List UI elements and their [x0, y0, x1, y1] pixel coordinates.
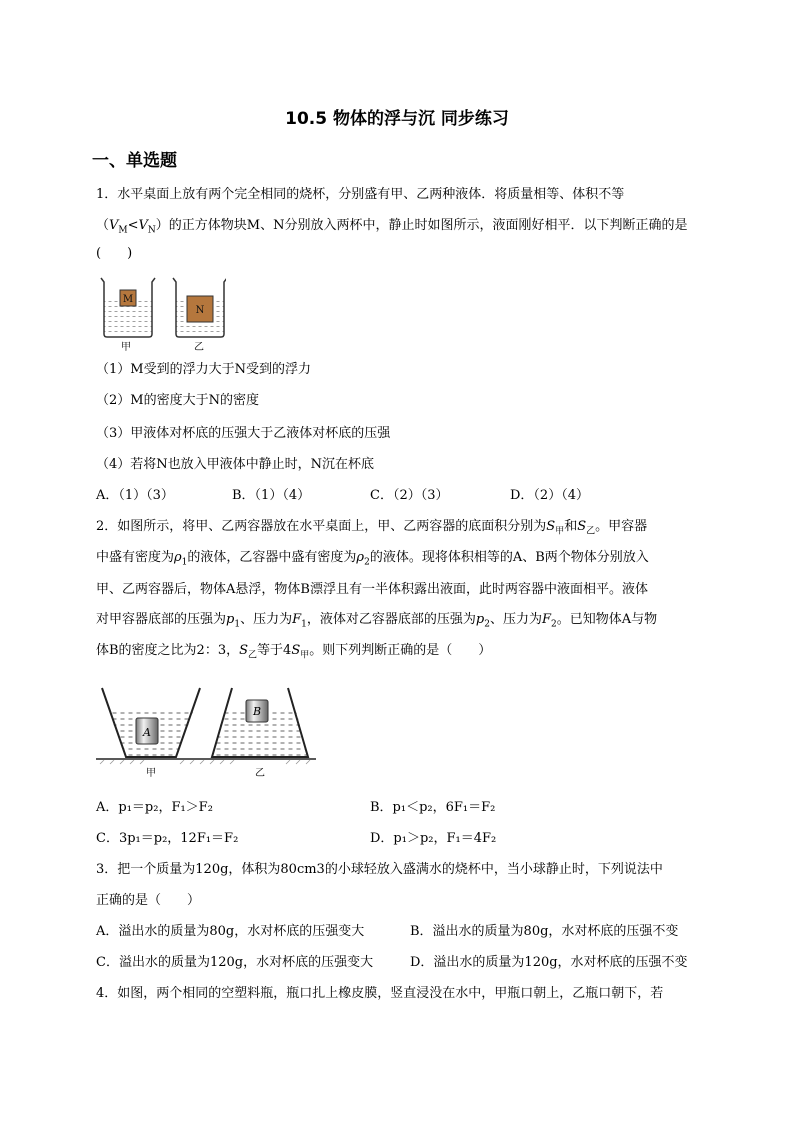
container-right — [212, 688, 308, 757]
q3-option-c: C．溢出水的质量为120g，水对杯底的压强变大 — [96, 955, 374, 970]
svg-text:N: N — [195, 305, 205, 316]
q1-option-a: A．（1）（3） — [96, 488, 174, 503]
beaker-right — [173, 278, 226, 337]
q2-option-a: A．p₁＝p₂，F₁＞F₂ — [96, 800, 213, 815]
q1-beakers-figure — [96, 274, 226, 354]
fig2-caption-right: 乙 — [255, 768, 265, 779]
q1-line-2: $(V_M<V_N)$的正方体物块M、N分别放入两杯中，静止时如图所示，液面刚好相平．以下判断正确的是 — [96, 218, 688, 236]
q3-line-1: 3．把一个质量为120g，体积为80cm3的小球轻放入盛满水的烧杯中，当小球静止时，下列说法中 — [96, 862, 663, 877]
q1-statement-1: （1）M受到的浮力大于N受到的浮力 — [96, 362, 311, 377]
q1-line-3: ( ) — [96, 246, 133, 261]
q2-line-1: 2．如图所示，将甲、乙两容器放在水平桌面上，甲、乙两容器的底面积分别为$S_甲$和$S_乙$。甲容器 — [96, 519, 648, 537]
q1-option-c: C．（2）（3） — [370, 488, 449, 503]
q3-option-a: A．溢出水的质量为80g，水对杯底的压强变大 — [96, 924, 365, 939]
q1-line-1: 1．水平桌面上放有两个完全相同的烧杯，分别盛有甲、乙两种液体．将质量相等、体积不等 — [96, 187, 625, 202]
beaker-left — [101, 278, 155, 337]
q3-option-d: D．溢出水的质量为120g，水对杯底的压强不变 — [410, 955, 688, 970]
q2-option-b: B．p₁＜p₂，6F₁＝F₂ — [370, 800, 496, 815]
fig1-caption-right: 乙 — [194, 342, 204, 353]
q2-line-5: 体B的密度之比为2：3，$S_乙$等于$4S_甲$。则下列判断正确的是（ ） — [96, 643, 492, 661]
q3-line-2: 正确的是（ ） — [96, 893, 201, 908]
section-heading: 一、单选题 — [92, 151, 177, 171]
fig2-caption-left: 甲 — [146, 768, 156, 779]
q2-containers-figure — [96, 680, 316, 780]
svg-text:A: A — [143, 726, 151, 739]
q1-statement-3: （3）甲液体对杯底的压强大于乙液体对杯底的压强 — [96, 426, 391, 441]
q2-line-2: 中盛有密度为$\rho_1$的液体，乙容器中盛有密度为$\rho_2$的液体。现将体积相等的A、B两个物体分别放入 — [96, 550, 649, 568]
q2-option-c: C．3p₁＝p₂，12F₁＝F₂ — [96, 831, 239, 846]
container-left — [102, 688, 200, 757]
svg-text:B: B — [252, 705, 262, 718]
q2-option-d: D．p₁＞p₂，F₁＝4F₂ — [370, 831, 497, 846]
q1-option-b: B．（1）（4） — [232, 488, 311, 503]
q1-option-d: D．（2）（4） — [510, 488, 589, 503]
fig1-caption-left: 甲 — [121, 342, 131, 353]
svg-text:M: M — [122, 294, 134, 305]
q3-option-b: B．溢出水的质量为80g，水对杯底的压强不变 — [410, 924, 679, 939]
q2-line-3: 甲、乙两容器后，物体A悬浮，物体B漂浮且有一半体积露出液面，此时两容器中液面相平。液体 — [96, 582, 648, 597]
q2-line-4: 对甲容器底部的压强为$p_1$、压力为$F_1$，液体对乙容器底部的压强为$p_2$、压力为$F_2$。已知物体A与物 — [96, 612, 658, 630]
q1-statement-2: （2）M的密度大于N的密度 — [96, 393, 259, 408]
page-title: 10.5 物体的浮与沉 同步练习 — [285, 109, 509, 129]
q4-line-1: 4．如图，两个相同的空塑料瓶，瓶口扎上橡皮膜，竖直浸没在水中，甲瓶口朝上，乙瓶口朝下，若 — [96, 986, 664, 1001]
q1-statement-4: （4）若将N也放入甲液体中静止时，N沉在杯底 — [96, 457, 375, 472]
